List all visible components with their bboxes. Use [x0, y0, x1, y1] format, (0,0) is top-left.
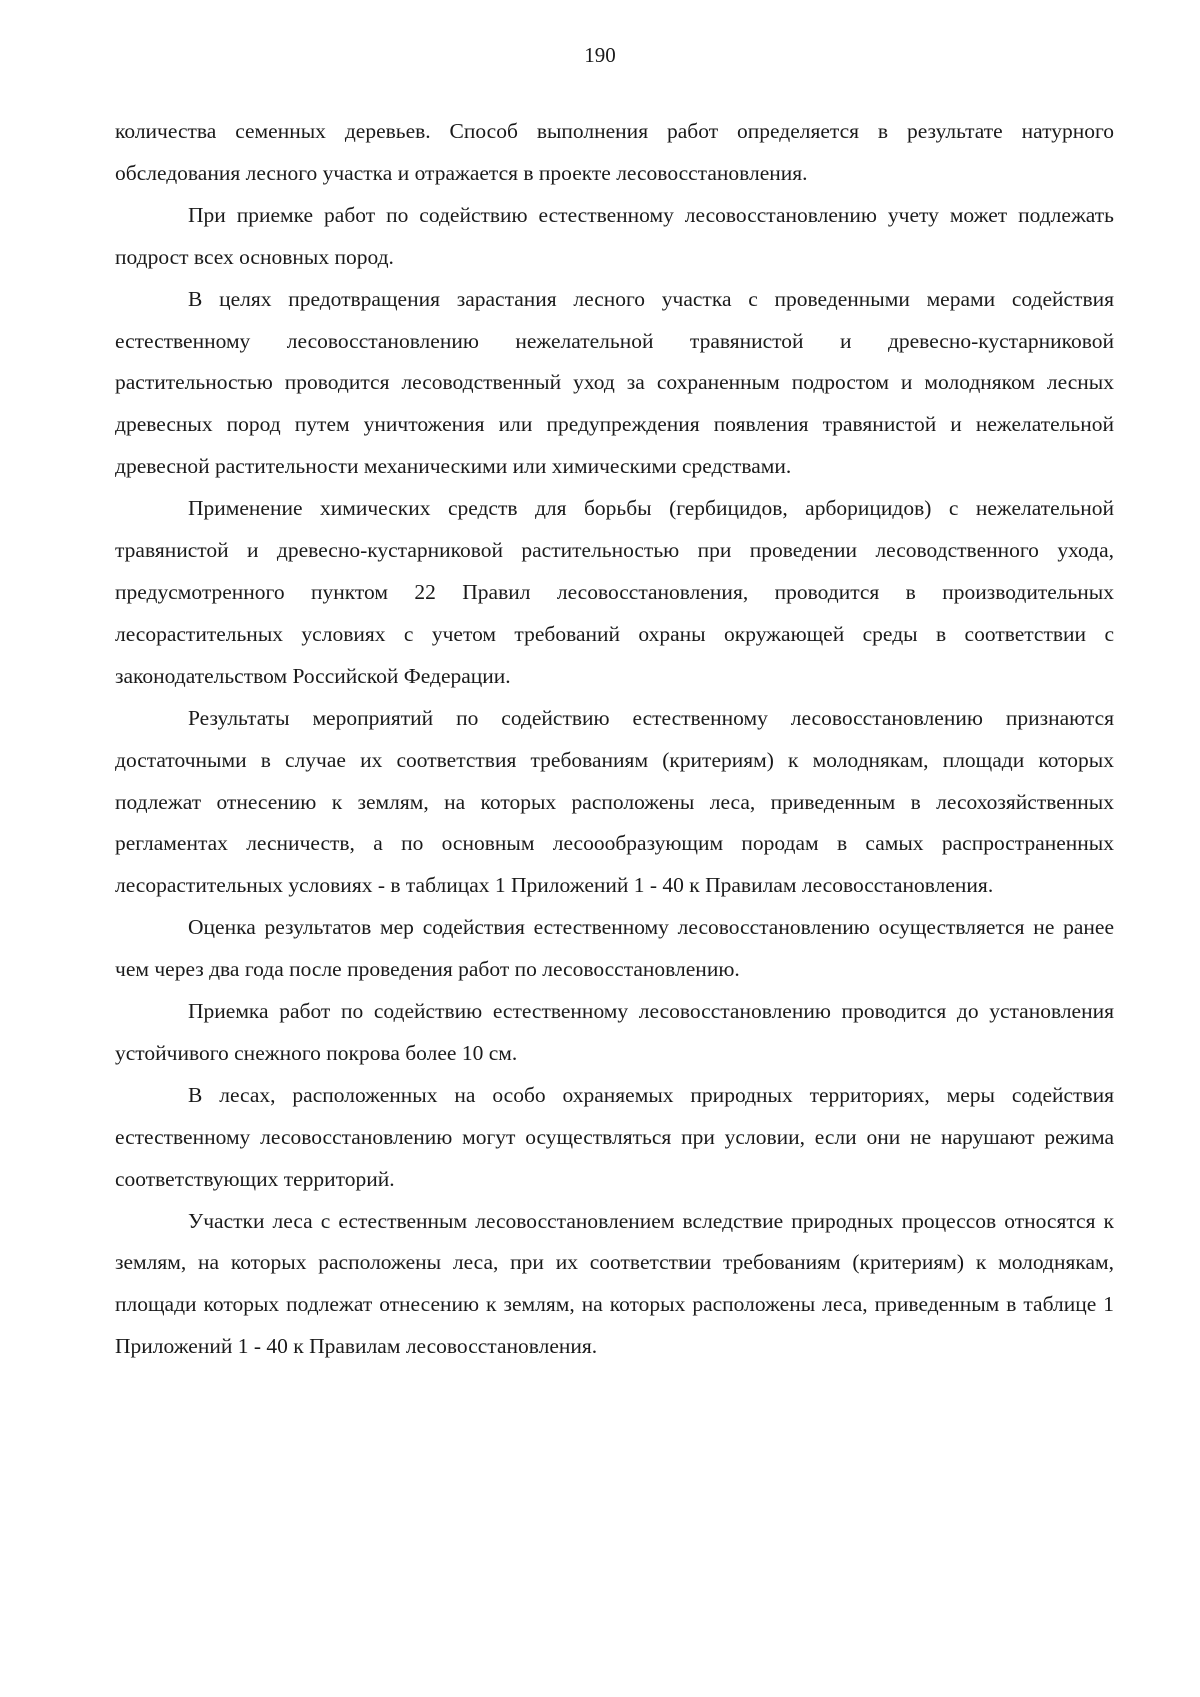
paragraph-results-evaluation: Оценка результатов мер содействия естественному лесовосстановлению осуществляется не ранее чем через два года после проведения работ по лесовосстановлению.	[115, 915, 1114, 982]
paragraph-protected-areas: В лесах, расположенных на особо охраняемых природных территориях, меры содействия естественному лесовосстановлению могут осуществляться при условии, если они не нарушают режима соответствующих территорий.	[115, 1082, 1114, 1191]
paragraph-natural-regeneration: Участки леса с естественным лесовосстановлением вследствие природных процессов относятся к землям, на которых расположены леса, при их соответствии требованиям (критериям) к молоднякам, площади которых подлежат отнесению к землям, на которых расположены леса, приведенным в таблице 1 Приложений 1 - 40 к Правилам лесовосстановления.	[115, 1208, 1114, 1359]
paragraph-overgrowth-prevention: В целях предотвращения зарастания лесного участка с проведенными мерами содействия естественному лесовосстановлению нежелательной травянистой и древесно-кустарниковой растительностью проводится лесоводственный уход за сохраненным подростом и молодняком лесных древесных пород путем уничтожения или предупреждения появления травянистой и нежелательной древесной растительности механическими или химическими средствами.	[115, 286, 1114, 479]
page-number: 190	[584, 43, 616, 67]
document-body	[115, 111, 1114, 1368]
paragraph-continuation: количества семенных деревьев. Способ выполнения работ определяется в результате натурного обследования лесного участка и отражается в проекте лесовосстановления.	[115, 119, 1114, 185]
paragraph-acceptance-accounting: При приемке работ по содействию естественному лесовосстановлению учету может подлежать подрост всех основных пород.	[115, 202, 1114, 269]
paragraph-chemical-means: Применение химических средств для борьбы (гербицидов, арборицидов) с нежелательной травянистой и древесно-кустарниковой растительностью при проведении лесоводственного ухода, предусмотренного пунктом 22 Правил лесовосстановления, проводится в производительных лесорастительных условиях с учетом требований охраны окружающей среды в соответствии с законодательством Российской Федерации.	[115, 496, 1114, 688]
paragraph-results-sufficiency: Результаты мероприятий по содействию естественному лесовосстановлению признаются достаточными в случае их соответствия требованиям (критериям) к молоднякам, площади которых подлежат отнесению к землям, на которых расположены леса, приведенным в лесохозяйственных регламентах лесничеств, а по основным лесоообразующим породам в самых распространенных лесорастительных условиях - в таблицах 1 Приложений 1 - 40 к Правилам лесовосстановления.	[115, 705, 1114, 898]
paragraph-works-acceptance: Приемка работ по содействию естественному лесовосстановлению проводится до установления устойчивого снежного покрова более 10 см.	[115, 999, 1114, 1065]
